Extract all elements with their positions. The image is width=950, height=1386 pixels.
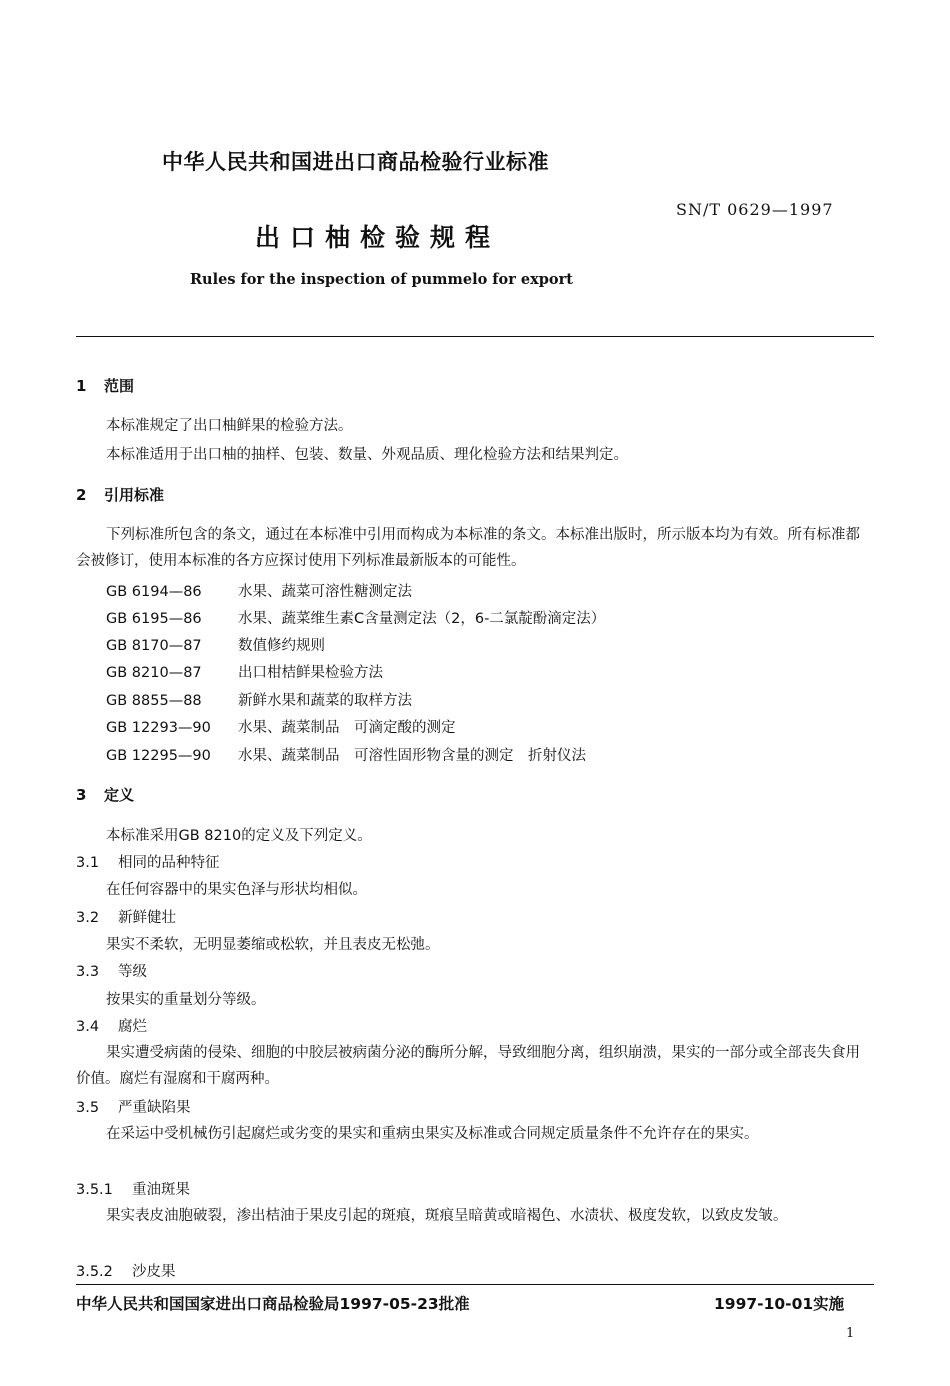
definition-text: 果实表皮油胞破裂，渗出桔油于果皮引起的斑痕，斑痕呈暗黄或暗褐色、水渍状、极度发软，以致皮发皱。: [106, 1208, 788, 1224]
definition-heading: [76, 1096, 191, 1117]
reference-item: [106, 661, 383, 682]
definition-text: 在任何容器中的果实色泽与形状均相似。: [106, 882, 367, 898]
section-heading-definitions: [76, 784, 134, 805]
section-number: 3: [76, 786, 87, 804]
definition-text: 果实不柔软，无明显萎缩或松软，并且表皮无松弛。: [106, 937, 440, 953]
section-heading-references: [76, 484, 164, 505]
section-title: 定义: [104, 786, 135, 804]
definition-heading: [76, 906, 176, 927]
effective-date: 1997-10-01实施: [714, 1295, 845, 1313]
reference-code: GB 6194—86: [106, 584, 202, 600]
definitions-intro: 本标准采用GB 8210的定义及下列定义。: [106, 828, 372, 844]
clause-number: 3.5: [76, 1100, 100, 1116]
reference-title: 新鲜水果和蔬菜的取样方法: [238, 693, 412, 709]
section-number: 2: [76, 486, 87, 504]
reference-title: 水果、蔬菜制品 可滴定酸的测定: [238, 720, 456, 736]
reference-title: 出口柑桔鲜果检验方法: [238, 665, 383, 681]
definition-heading: [76, 851, 220, 872]
clause-number: 3.5.1: [76, 1182, 113, 1198]
scope-paragraph-1: 本标准规定了出口柚鲜果的检验方法。: [106, 418, 353, 434]
definition-heading: [76, 1178, 190, 1199]
reference-item: [106, 716, 456, 737]
section-heading-scope: [76, 375, 134, 396]
clause-number: 3.4: [76, 1019, 100, 1035]
document-title: 出口柚检验规程: [255, 223, 501, 252]
section-title: 引用标准: [104, 486, 165, 504]
references-intro: 下列标准所包含的条文，通过在本标准中引用而构成为本标准的条文。本标准出版时，所示版本均为有效。所有标准都会被修订，使用本标准的各方应探讨使用下列标准最新版本的可能性。: [76, 527, 860, 569]
reference-item: [106, 580, 412, 601]
clause-title: 腐烂: [118, 1019, 147, 1035]
reference-code: GB 8210—87: [106, 665, 202, 681]
header-divider: [76, 336, 874, 337]
clause-number: 3.5.2: [76, 1264, 113, 1280]
reference-title: 水果、蔬菜制品 可溶性固形物含量的测定 折射仪法: [238, 748, 586, 764]
clause-title: 沙皮果: [132, 1264, 176, 1280]
clause-title: 严重缺陷果: [118, 1100, 191, 1116]
document-title-english: Rules for the inspection of pummelo for export: [190, 271, 573, 288]
reference-item: [106, 744, 586, 765]
reference-item: [106, 607, 605, 628]
clause-number: 3.3: [76, 964, 100, 980]
page-number: 1: [846, 1326, 855, 1341]
clause-title: 重油斑果: [132, 1182, 190, 1198]
reference-title: 水果、蔬菜维生素C含量测定法（2，6-二氯靛酚滴定法）: [238, 611, 606, 627]
standard-number: SN/T 0629—1997: [676, 200, 834, 219]
clause-title: 相同的品种特征: [118, 855, 220, 871]
reference-item: [106, 634, 325, 655]
definition-text: 果实遭受病菌的侵染、细胞的中胶层被病菌分泌的酶所分解，导致细胞分离，组织崩溃，果实的一部分或全部丧失食用价值。腐烂有湿腐和干腐两种。: [76, 1045, 860, 1087]
definition-heading: [76, 1015, 147, 1036]
definition-heading: [76, 1260, 176, 1281]
reference-code: GB 6195—86: [106, 611, 202, 627]
clause-number: 3.1: [76, 855, 100, 871]
reference-title: 水果、蔬菜可溶性糖测定法: [238, 584, 412, 600]
reference-code: GB 12295—90: [106, 748, 211, 764]
definition-text: 在采运中受机械伤引起腐烂或劣变的果实和重病虫果实及标准或合同规定质量条件不允许存在的果实。: [106, 1126, 759, 1142]
clause-title: 新鲜健壮: [118, 910, 176, 926]
reference-item: [106, 689, 412, 710]
section-number: 1: [76, 377, 87, 395]
reference-title: 数值修约规则: [238, 638, 325, 654]
scope-paragraph-2: 本标准适用于出口柚的抽样、包装、数量、外观品质、理化检验方法和结果判定。: [106, 447, 628, 463]
reference-code: GB 8170—87: [106, 638, 202, 654]
section-title: 范围: [104, 377, 135, 395]
reference-code: GB 8855—88: [106, 693, 202, 709]
clause-title: 等级: [118, 964, 147, 980]
definition-heading: [76, 960, 147, 981]
definition-text: 按果实的重量划分等级。: [106, 992, 266, 1008]
issuing-body-header: 中华人民共和国进出口商品检验行业标准: [162, 150, 549, 174]
clause-number: 3.2: [76, 910, 100, 926]
reference-code: GB 12293—90: [106, 720, 211, 736]
footer-divider: [76, 1284, 874, 1285]
approval-line: 中华人民共和国国家进出口商品检验局1997-05-23批准: [76, 1295, 470, 1313]
